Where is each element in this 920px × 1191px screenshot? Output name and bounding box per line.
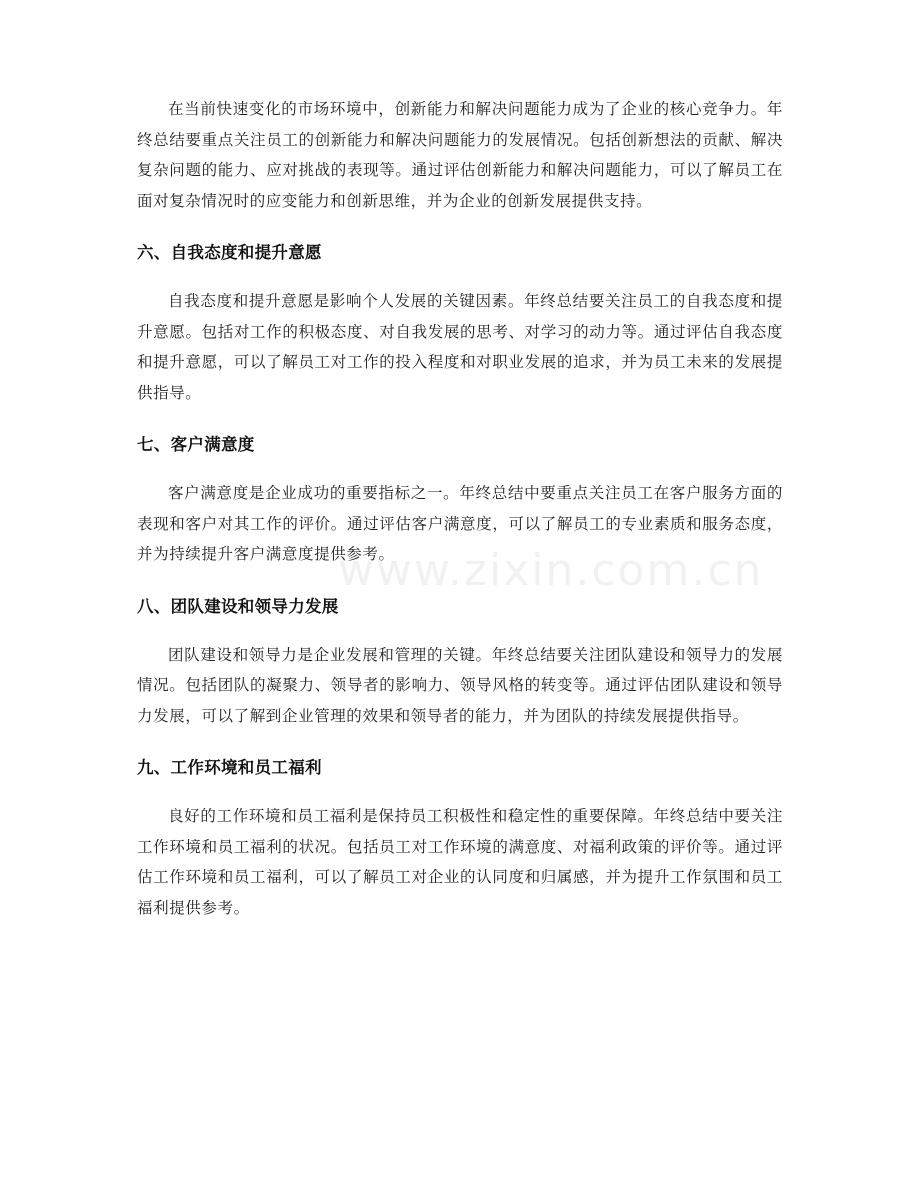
- section-heading: 八、团队建设和领导力发展: [137, 596, 339, 616]
- spacer: [137, 408, 783, 430]
- spacer: [137, 216, 783, 238]
- section-paragraph: 客户满意度是企业成功的重要指标之一。年终总结中要重点关注员工在客户服务方面的表现和客户对其工作的评价。通过评估客户满意度，可以了解员工的专业素质和服务态度，并为持续提升客户满意度提供参考。: [137, 484, 783, 563]
- watermark-text: www.zixin.com.cn: [338, 545, 764, 596]
- section-self-attitude: [137, 238, 783, 430]
- intro-paragraph: 在当前快速变化的市场环境中，创新能力和解决问题能力成为了企业的核心竞争力。年终总结要重点关注员工的创新能力和解决问题能力的发展情况。包括创新想法的贡献、解决复杂问题的能力、应对挑战的表现等。通过评估创新能力和解决问题能力，可以了解员工在面对复杂情况时的应变能力和创新思维，并为企业的创新发展提供支持。: [137, 100, 783, 210]
- section-team-leadership: [137, 592, 783, 754]
- section-paragraph: 团队建设和领导力是企业发展和管理的关键。年终总结要关注团队建设和领导力的发展情况。包括团队的凝聚力、领导者的影响力、领导风格的转变等。通过评估团队建设和领导力发展，可以了解到企业管理的效果和领导者的能力，并为团队的持续发展提供指导。: [137, 645, 783, 725]
- spacer: [137, 622, 783, 640]
- section-customer-satisfaction: [137, 430, 783, 592]
- section-paragraph: 自我态度和提升意愿是影响个人发展的关键因素。年终总结要关注员工的自我态度和提升意愿。包括对工作的积极态度、对自我发展的思考、对学习的动力等。通过评估自我态度和提升意愿，可以了解员工对工作的投入程度和对职业发展的追求，并为员工未来的发展提供指导。: [137, 292, 783, 402]
- spacer: [137, 731, 783, 753]
- document-body: [137, 94, 783, 923]
- section-work-environment: [137, 753, 783, 923]
- spacer: [137, 268, 783, 286]
- section-paragraph: 良好的工作环境和员工福利是保持员工积极性和稳定性的重要保障。年终总结中要关注工作环境和员工福利的状况。包括员工对工作环境的满意度、对福利政策的评价等。通过评估工作环境和员工福利，可以了解员工对企业的认同度和归属感，并为提升工作氛围和员工福利提供参考。: [137, 807, 783, 917]
- section-heading: 七、客户满意度: [137, 435, 255, 454]
- section-heading: 六、自我态度和提升意愿: [137, 243, 322, 262]
- section-heading: 九、工作环境和员工福利: [137, 758, 322, 777]
- spacer: [137, 783, 783, 801]
- spacer: [137, 570, 783, 592]
- spacer: [137, 460, 783, 478]
